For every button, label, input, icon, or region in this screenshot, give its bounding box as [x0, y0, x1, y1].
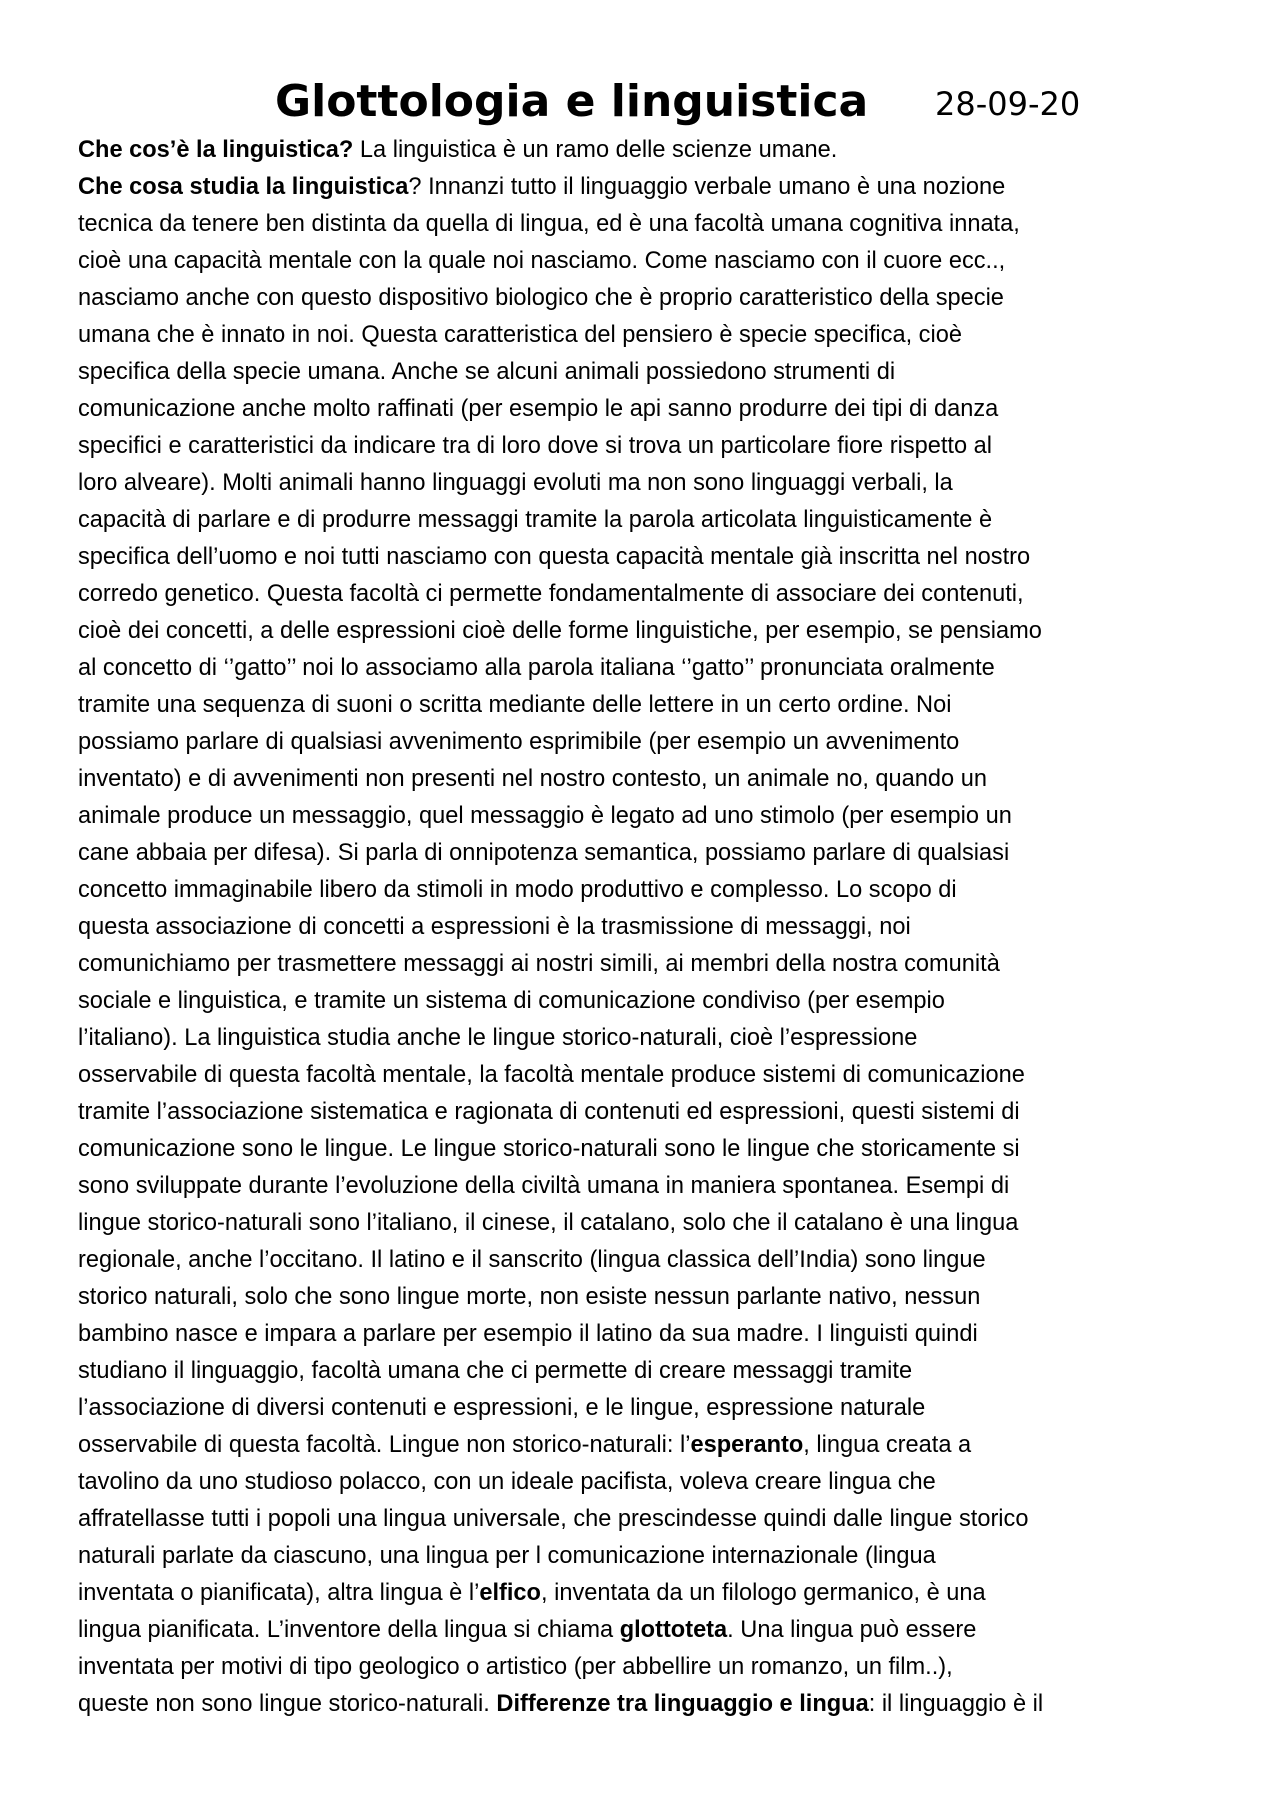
- text-line: [78, 1649, 1213, 1686]
- document-date: 28-09-20: [935, 85, 1081, 123]
- text-span: sono sviluppate durante l’evoluzione della civiltà umana in maniera spontanea. Esempi di: [78, 1173, 1010, 1199]
- text-span: nasciamo anche con questo dispositivo biologico che è proprio caratteristico della specie: [78, 285, 1004, 311]
- text-span: bambino nasce e impara a parlare per esempio il latino da sua madre. I linguisti quindi: [78, 1321, 978, 1347]
- text-span: comunicazione sono le lingue. Le lingue storico-naturali sono le lingue che storicamente si: [78, 1136, 1020, 1162]
- text-line: [78, 428, 1213, 465]
- text-span: concetto immaginabile libero da stimoli in modo produttivo e complesso. Lo scopo di: [78, 877, 957, 903]
- text-line: [78, 798, 1213, 835]
- text-line: [78, 391, 1213, 428]
- text-span: corredo genetico. Questa facoltà ci permette fondamentalmente di associare dei contenuti,: [78, 581, 1024, 607]
- text-span: tavolino da uno studioso polacco, con un ideale pacifista, voleva creare lingua che: [78, 1469, 936, 1495]
- text-line: [78, 354, 1213, 391]
- bold-text-span: Che cosa studia la linguistica: [78, 174, 409, 200]
- title-row: [0, 72, 1280, 132]
- text-line: [78, 317, 1213, 354]
- text-line: [78, 1057, 1213, 1094]
- text-span: cioè una capacità mentale con la quale noi nasciamo. Come nasciamo con il cuore ecc..,: [78, 248, 1006, 274]
- text-span: osservabile di questa facoltà. Lingue non storico-naturali: l’: [78, 1432, 691, 1458]
- text-line: [78, 1501, 1213, 1538]
- text-line: [78, 761, 1213, 798]
- bold-text-span: Differenze tra linguaggio e lingua: [496, 1691, 869, 1717]
- text-span: cane abbaia per difesa). Si parla di onnipotenza semantica, possiamo parlare di qualsiasi: [78, 840, 1010, 866]
- text-span: l’associazione di diversi contenuti e espressioni, e le lingue, espressione naturale: [78, 1395, 926, 1421]
- text-span: specifici e caratteristici da indicare tra di loro dove si trova un particolare fiore rispetto al: [78, 433, 993, 459]
- text-span: loro alveare). Molti animali hanno linguaggi evoluti ma non sono linguaggi verbali, la: [78, 470, 953, 496]
- text-span: questa associazione di concetti a espressioni è la trasmissione di messaggi, noi: [78, 914, 911, 940]
- text-span: comunicazione anche molto raffinati (per esempio le api sanno produrre dei tipi di danza: [78, 396, 999, 422]
- text-line: [78, 909, 1213, 946]
- text-line: [78, 1427, 1213, 1464]
- text-line: [78, 1168, 1213, 1205]
- bold-text-span: esperanto: [690, 1432, 804, 1458]
- bold-text-span: glottoteta: [619, 1617, 728, 1643]
- text-span: possiamo parlare di qualsiasi avvenimento esprimibile (per esempio un avvenimento: [78, 729, 960, 755]
- text-span: affratellasse tutti i popoli una lingua universale, che prescindesse quindi dalle lingue storico: [78, 1506, 1029, 1532]
- text-line: [78, 1094, 1213, 1131]
- text-line: [78, 1353, 1213, 1390]
- text-line: [78, 1390, 1213, 1427]
- text-span: al concetto di ‘’gatto’’ noi lo associamo alla parola italiana ‘’gatto’’ pronunciata oralmente: [78, 655, 995, 681]
- text-span: animale produce un messaggio, quel messaggio è legato ad uno stimolo (per esempio un: [78, 803, 1012, 829]
- text-line: [78, 1205, 1213, 1242]
- text-span: inventato) e di avvenimenti non presenti nel nostro contesto, un animale no, quando un: [78, 766, 987, 792]
- text-line: [78, 835, 1213, 872]
- text-line: [78, 280, 1213, 317]
- text-line: [78, 946, 1213, 983]
- text-line: [78, 1464, 1213, 1501]
- text-line: [78, 539, 1213, 576]
- text-span: storico naturali, solo che sono lingue morte, non esiste nessun parlante nativo, nessun: [78, 1284, 981, 1310]
- text-span: inventata o pianificata), altra lingua è l’: [78, 1580, 480, 1606]
- text-line: [78, 872, 1213, 909]
- text-line: [78, 650, 1213, 687]
- text-span: inventata per motivi di tipo geologico o artistico (per abbellire un romanzo, un film..),: [78, 1654, 953, 1680]
- text-line: [78, 502, 1213, 539]
- text-line: [78, 1316, 1213, 1353]
- text-line: [78, 1279, 1213, 1316]
- text-span: sociale e linguistica, e tramite un sistema di comunicazione condiviso (per esempio: [78, 988, 945, 1014]
- text-line: [78, 576, 1213, 613]
- text-line: [78, 1131, 1213, 1168]
- text-line: [78, 687, 1213, 724]
- text-span: specifica dell’uomo e noi tutti nasciamo con questa capacità mentale già inscritta nel nostro: [78, 544, 1031, 570]
- text-line: [78, 983, 1213, 1020]
- text-line: [78, 613, 1213, 650]
- text-line: [78, 206, 1213, 243]
- text-span: comunichiamo per trasmettere messaggi ai nostri simili, ai membri della nostra comunità: [78, 951, 1000, 977]
- text-span: tramite l’associazione sistematica e ragionata di contenuti ed espressioni, questi sistemi di: [78, 1099, 1020, 1125]
- bold-text-span: Che cos’è la linguistica?: [78, 137, 354, 163]
- text-span: tecnica da tenere ben distinta da quella di lingua, ed è una facoltà umana cognitiva innata,: [78, 211, 1020, 237]
- text-span: queste non sono lingue storico-naturali.: [78, 1691, 497, 1717]
- text-span: osservabile di questa facoltà mentale, la facoltà mentale produce sistemi di comunicazione: [78, 1062, 1025, 1088]
- text-span: regionale, anche l’occitano. Il latino e il sanscrito (lingua classica dell’India) sono lingue: [78, 1247, 986, 1273]
- text-span: umana che è innato in noi. Questa caratteristica del pensiero è specie specifica, cioè: [78, 322, 962, 348]
- text-span: specifica della specie umana. Anche se alcuni animali possiedono strumenti di: [78, 359, 896, 385]
- text-line: [78, 724, 1213, 761]
- text-line: [78, 1575, 1213, 1612]
- text-line: [78, 169, 1213, 206]
- text-line: [78, 243, 1213, 280]
- text-span: , lingua creata a: [803, 1432, 972, 1458]
- text-span: La linguistica è un ramo delle scienze umane.: [353, 137, 838, 163]
- text-span: : il linguaggio è il: [868, 1691, 1044, 1717]
- text-span: lingue storico-naturali sono l’italiano, il cinese, il catalano, solo che il catalano è una lingua: [78, 1210, 1019, 1236]
- text-line: [78, 1538, 1213, 1575]
- text-span: tramite una sequenza di suoni o scritta mediante delle lettere in un certo ordine. Noi: [78, 692, 952, 718]
- text-line: [78, 1242, 1213, 1279]
- text-span: . Una lingua può essere: [727, 1617, 977, 1643]
- bold-text-span: elfico: [479, 1580, 541, 1606]
- text-line: [78, 1686, 1213, 1723]
- body-text: [78, 132, 1213, 1723]
- text-span: capacità di parlare e di produrre messaggi tramite la parola articolata linguisticamente è: [78, 507, 993, 533]
- text-span: studiano il linguaggio, facoltà umana che ci permette di creare messaggi tramite: [78, 1358, 913, 1384]
- text-span: cioè dei concetti, a delle espressioni cioè delle forme linguistiche, per esempio, se pensiamo: [78, 618, 1042, 644]
- text-span: l’italiano). La linguistica studia anche le lingue storico-naturali, cioè l’espressione: [78, 1025, 918, 1051]
- text-span: naturali parlate da ciascuno, una lingua per l comunicazione internazionale (lingua: [78, 1543, 936, 1569]
- text-line: [78, 132, 1213, 169]
- page-title: Glottologia e linguistica: [275, 76, 869, 127]
- text-span: ? Innanzi tutto il linguaggio verbale umano è una nozione: [408, 174, 1006, 200]
- text-line: [78, 465, 1213, 502]
- text-line: [78, 1612, 1213, 1649]
- text-span: lingua pianificata. L’inventore della lingua si chiama: [78, 1617, 620, 1643]
- text-line: [78, 1020, 1213, 1057]
- text-span: , inventata da un filologo germanico, è una: [540, 1580, 986, 1606]
